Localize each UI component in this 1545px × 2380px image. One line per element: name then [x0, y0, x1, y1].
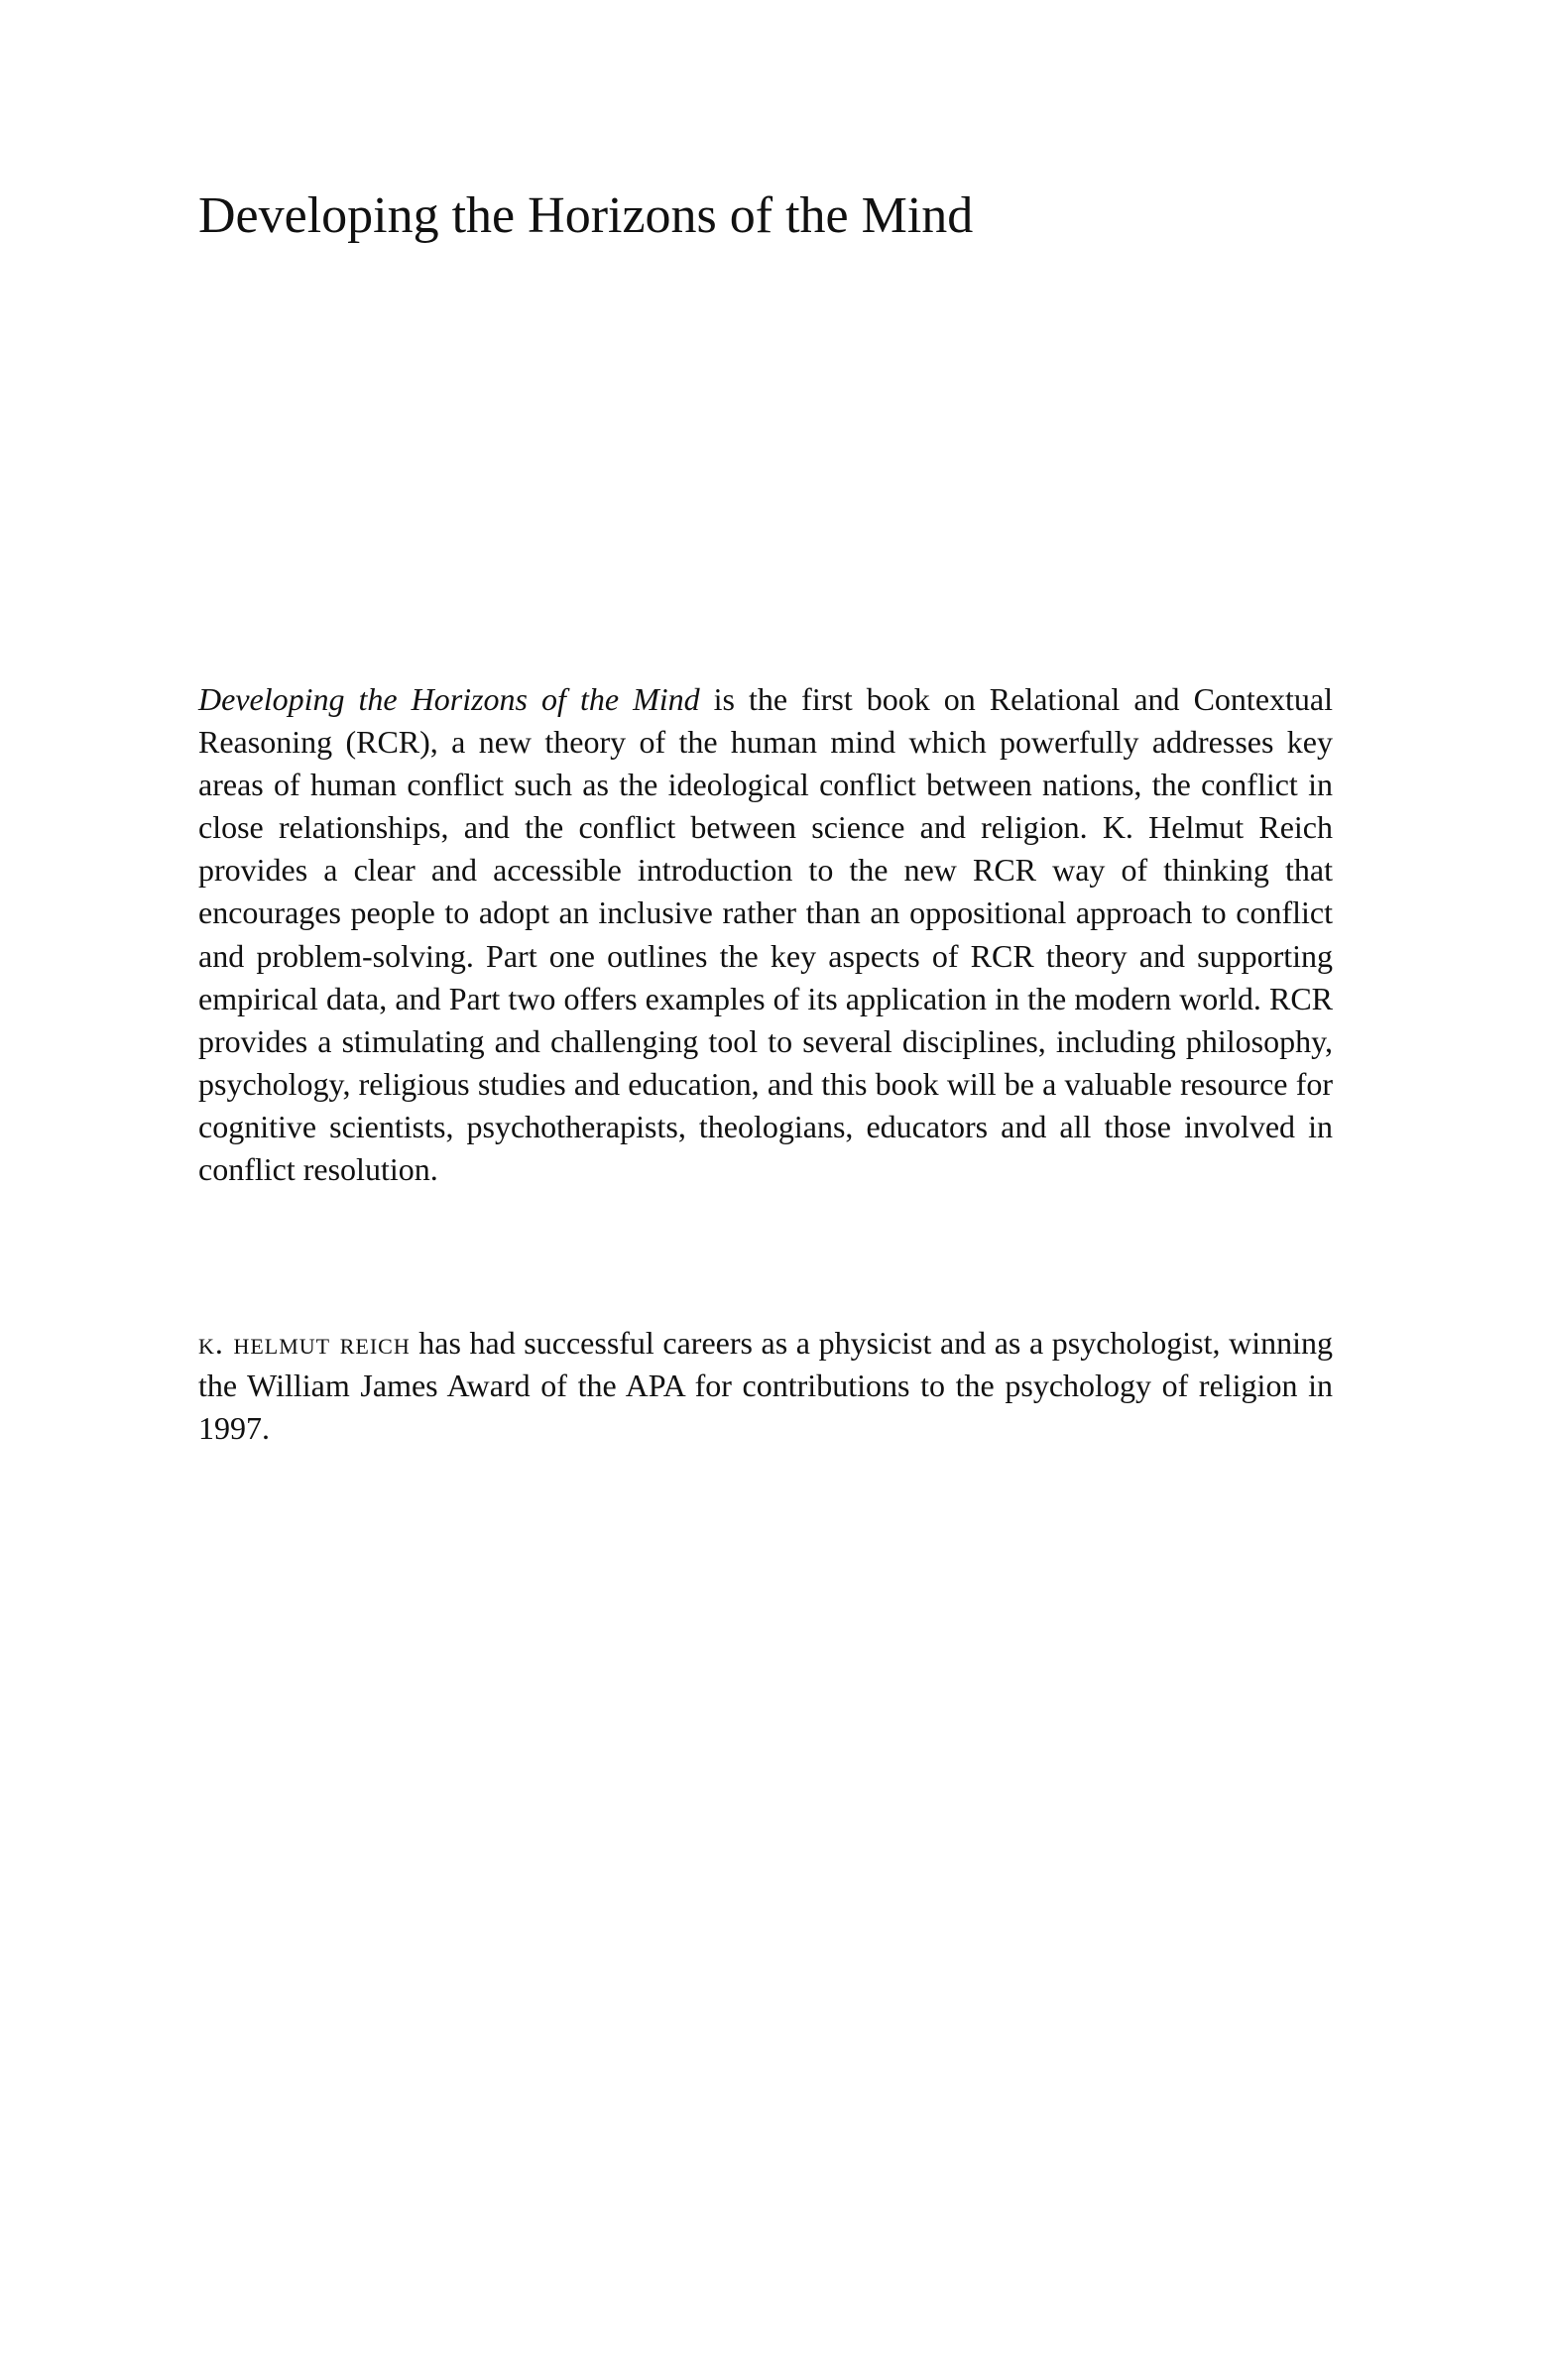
description-body: is the first book on Relational and Contextual Reasoning (RCR), a new theory of the human mind which powerfully addresses key areas of human conflict such as the ideological conflict between nations, the conflict in close relationships, and the conflict between science and religion. K. Helmut Reich provides a clear and accessible introduction to the new RCR way of thinking that encourages people to adopt an inclusive rather than an oppositional approach to conflict and problem-solving. Part one outlines the key aspects of RCR theory and supporting empirical data, and Part two offers examples of its application in the modern world. RCR provides a stimulating and challenging tool to several disciplines, including philosophy, psychology, religious studies and education, and this book will be a valuable resource for cognitive scientists, psychotherapists, theologians, educators and all those involved in conflict resolution. [198, 681, 1334, 1188]
author-note-body: has had successful careers as a physicist and as a psychologist, winning the William James Award of the APA for contributions to the psychology of religion in 1997. [198, 1325, 1333, 1447]
author-name: k. helmut reich [198, 1325, 411, 1361]
book-title-inline: Developing the Horizons of the Mind [198, 681, 700, 717]
book-description [198, 678, 1333, 1191]
author-note [198, 1322, 1333, 1450]
page-title: Developing the Horizons of the Mind [198, 187, 974, 244]
